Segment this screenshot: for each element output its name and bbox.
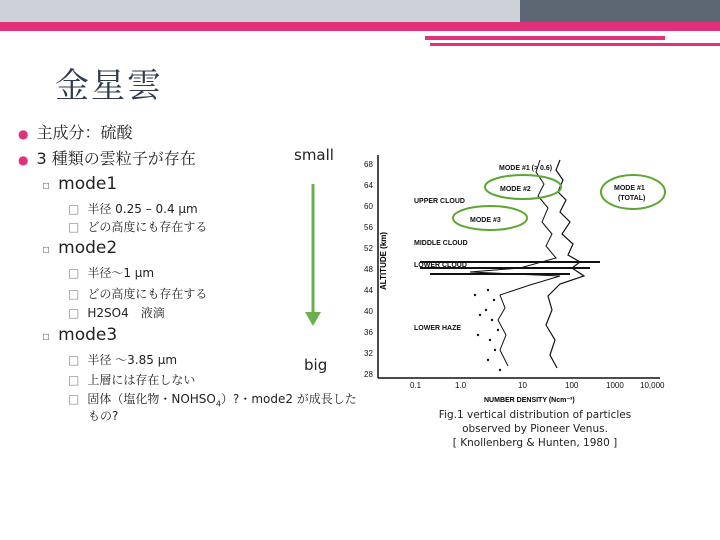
label-mode3: MODE #3 bbox=[470, 217, 501, 224]
small-label: small bbox=[294, 146, 334, 164]
mode2-composition: □ H2SO4 液滴 bbox=[68, 306, 165, 320]
mode3-heading: ▫ mode3 bbox=[42, 325, 118, 345]
label-lower-haze: LOWER HAZE bbox=[414, 325, 462, 332]
ytick: 36 bbox=[364, 328, 373, 337]
mode1-heading: ▫ mode1 bbox=[42, 174, 118, 194]
mode1-radius: □ 半径 0.25 – 0.4 µm bbox=[68, 202, 198, 216]
xtick: 1000 bbox=[606, 381, 624, 390]
mode3-question: もの? bbox=[88, 409, 119, 423]
size-arrow bbox=[305, 184, 321, 326]
label-mode1: MODE #1 (> 0.6) bbox=[499, 165, 553, 172]
label-total-sub: (TOTAL) bbox=[618, 195, 646, 202]
ytick: 28 bbox=[364, 370, 373, 379]
ytick: 40 bbox=[364, 307, 373, 316]
ytick: 68 bbox=[364, 160, 373, 169]
slide-title: 金星雲 bbox=[55, 66, 163, 106]
label-upper-cloud: UPPER CLOUD bbox=[414, 198, 465, 205]
figure-caption bbox=[410, 408, 660, 450]
xtick: 1.0 bbox=[455, 381, 467, 390]
ytick: 64 bbox=[364, 181, 373, 190]
ytick: 44 bbox=[364, 286, 373, 295]
label-total: MODE #1 bbox=[614, 185, 645, 192]
bullet-main-component: ● 主成分：硫酸 bbox=[18, 123, 133, 142]
caption-line: Fig.1 vertical distribution of particles bbox=[438, 409, 632, 421]
label-mode2: MODE #2 bbox=[500, 186, 531, 193]
xtick: 0.1 bbox=[410, 381, 422, 390]
xtick: 10 bbox=[518, 381, 527, 390]
xtick: 10,000 bbox=[640, 381, 665, 390]
big-label: big bbox=[304, 356, 328, 374]
altitude-figure bbox=[364, 150, 665, 404]
mode1-altitude: □ どの高度にも存在する bbox=[68, 220, 208, 234]
mode3-radius: □ 半径 ～3.85 µm bbox=[68, 353, 178, 367]
mode2-heading: ▫ mode2 bbox=[42, 238, 118, 258]
mode2-altitude: □ どの高度にも存在する bbox=[68, 287, 208, 301]
x-axis-label: NUMBER DENSITY (Ncm⁻³) bbox=[484, 397, 575, 404]
label-lower-cloud: LOWER CLOUD bbox=[414, 262, 467, 269]
label-middle-cloud: MIDDLE CLOUD bbox=[414, 240, 468, 247]
ytick: 32 bbox=[364, 349, 373, 358]
bullet-three-types: ● 3 種類の雲粒子が存在 bbox=[18, 149, 196, 168]
ytick: 56 bbox=[364, 223, 373, 232]
ytick: 48 bbox=[364, 265, 373, 274]
mode3-solid: □ 固体（塩化物・$NOHSO_4$）?・mode2 が成長した bbox=[68, 392, 357, 409]
ytick: 52 bbox=[364, 244, 373, 253]
caption-line: [ Knollenberg & Hunten, 1980 ] bbox=[452, 437, 618, 449]
mode2-radius: □ 半径～1 µm bbox=[68, 266, 155, 280]
mode3-upper: □ 上層には存在しない bbox=[68, 373, 196, 387]
caption-line: observed by Pioneer Venus. bbox=[462, 423, 608, 435]
y-axis-label: ALTITUDE (km) bbox=[379, 231, 388, 290]
ytick: 60 bbox=[364, 202, 373, 211]
xtick: 100 bbox=[565, 381, 579, 390]
